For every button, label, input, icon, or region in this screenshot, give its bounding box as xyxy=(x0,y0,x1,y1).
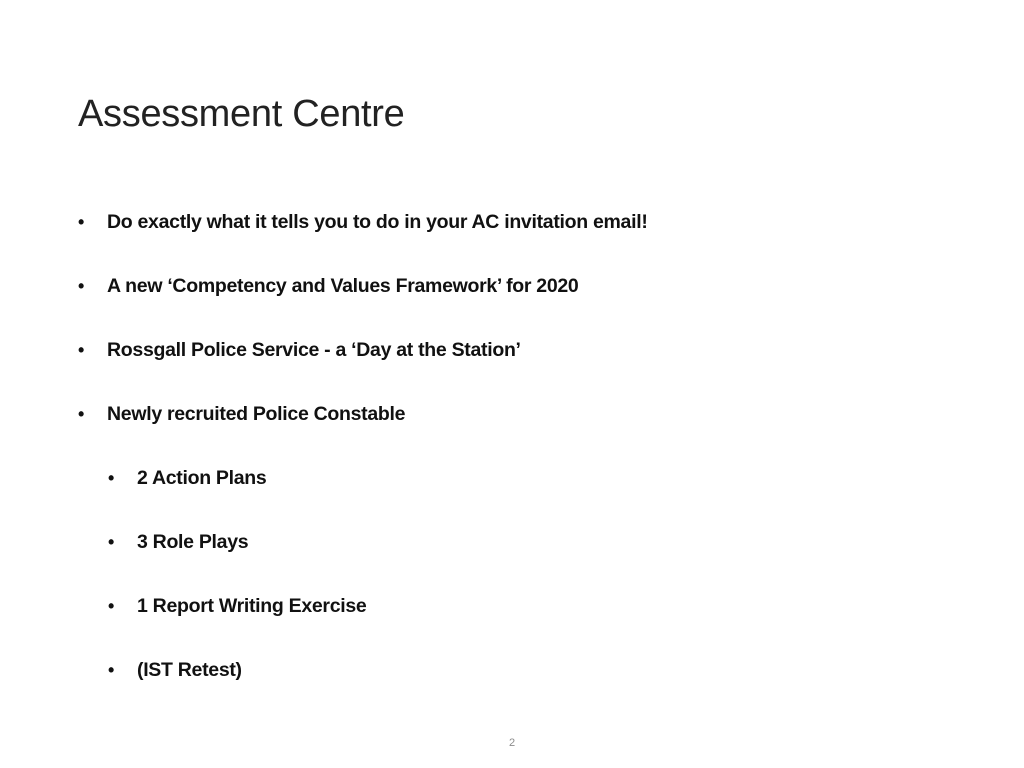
bullet-point-icon: • xyxy=(108,596,115,616)
sub-bullet-item xyxy=(108,650,242,690)
sub-bullet-text: 1 Report Writing Exercise xyxy=(137,595,367,617)
bullet-item xyxy=(78,202,648,242)
sub-bullet-text: 3 Role Plays xyxy=(137,531,249,553)
bullet-item xyxy=(78,266,578,306)
bullet-text: A new ‘Competency and Values Framework’ for 2020 xyxy=(107,275,579,297)
sub-bullet-item xyxy=(108,458,266,498)
sub-bullet-item xyxy=(108,522,248,562)
bullet-text: Newly recruited Police Constable xyxy=(107,403,406,425)
bullet-point-icon: • xyxy=(78,404,85,424)
bullet-point-icon: • xyxy=(108,532,115,552)
sub-bullet-item xyxy=(108,586,366,626)
bullet-point-icon: • xyxy=(78,276,85,296)
bullet-point-icon: • xyxy=(108,468,115,488)
bullet-text: Rossgall Police Service - a ‘Day at the Station’ xyxy=(107,339,521,361)
bullet-point-icon: • xyxy=(78,340,85,360)
bullet-text: Do exactly what it tells you to do in your AC invitation email! xyxy=(107,211,648,233)
bullet-item xyxy=(78,394,405,434)
sub-bullet-text: (IST Retest) xyxy=(137,659,242,681)
slide-title: Assessment Centre xyxy=(78,93,405,135)
bullet-point-icon: • xyxy=(78,212,85,232)
sub-bullet-text: 2 Action Plans xyxy=(137,467,267,489)
bullet-point-icon: • xyxy=(108,660,115,680)
bullet-item xyxy=(78,330,521,370)
page-number: 2 xyxy=(508,737,516,749)
